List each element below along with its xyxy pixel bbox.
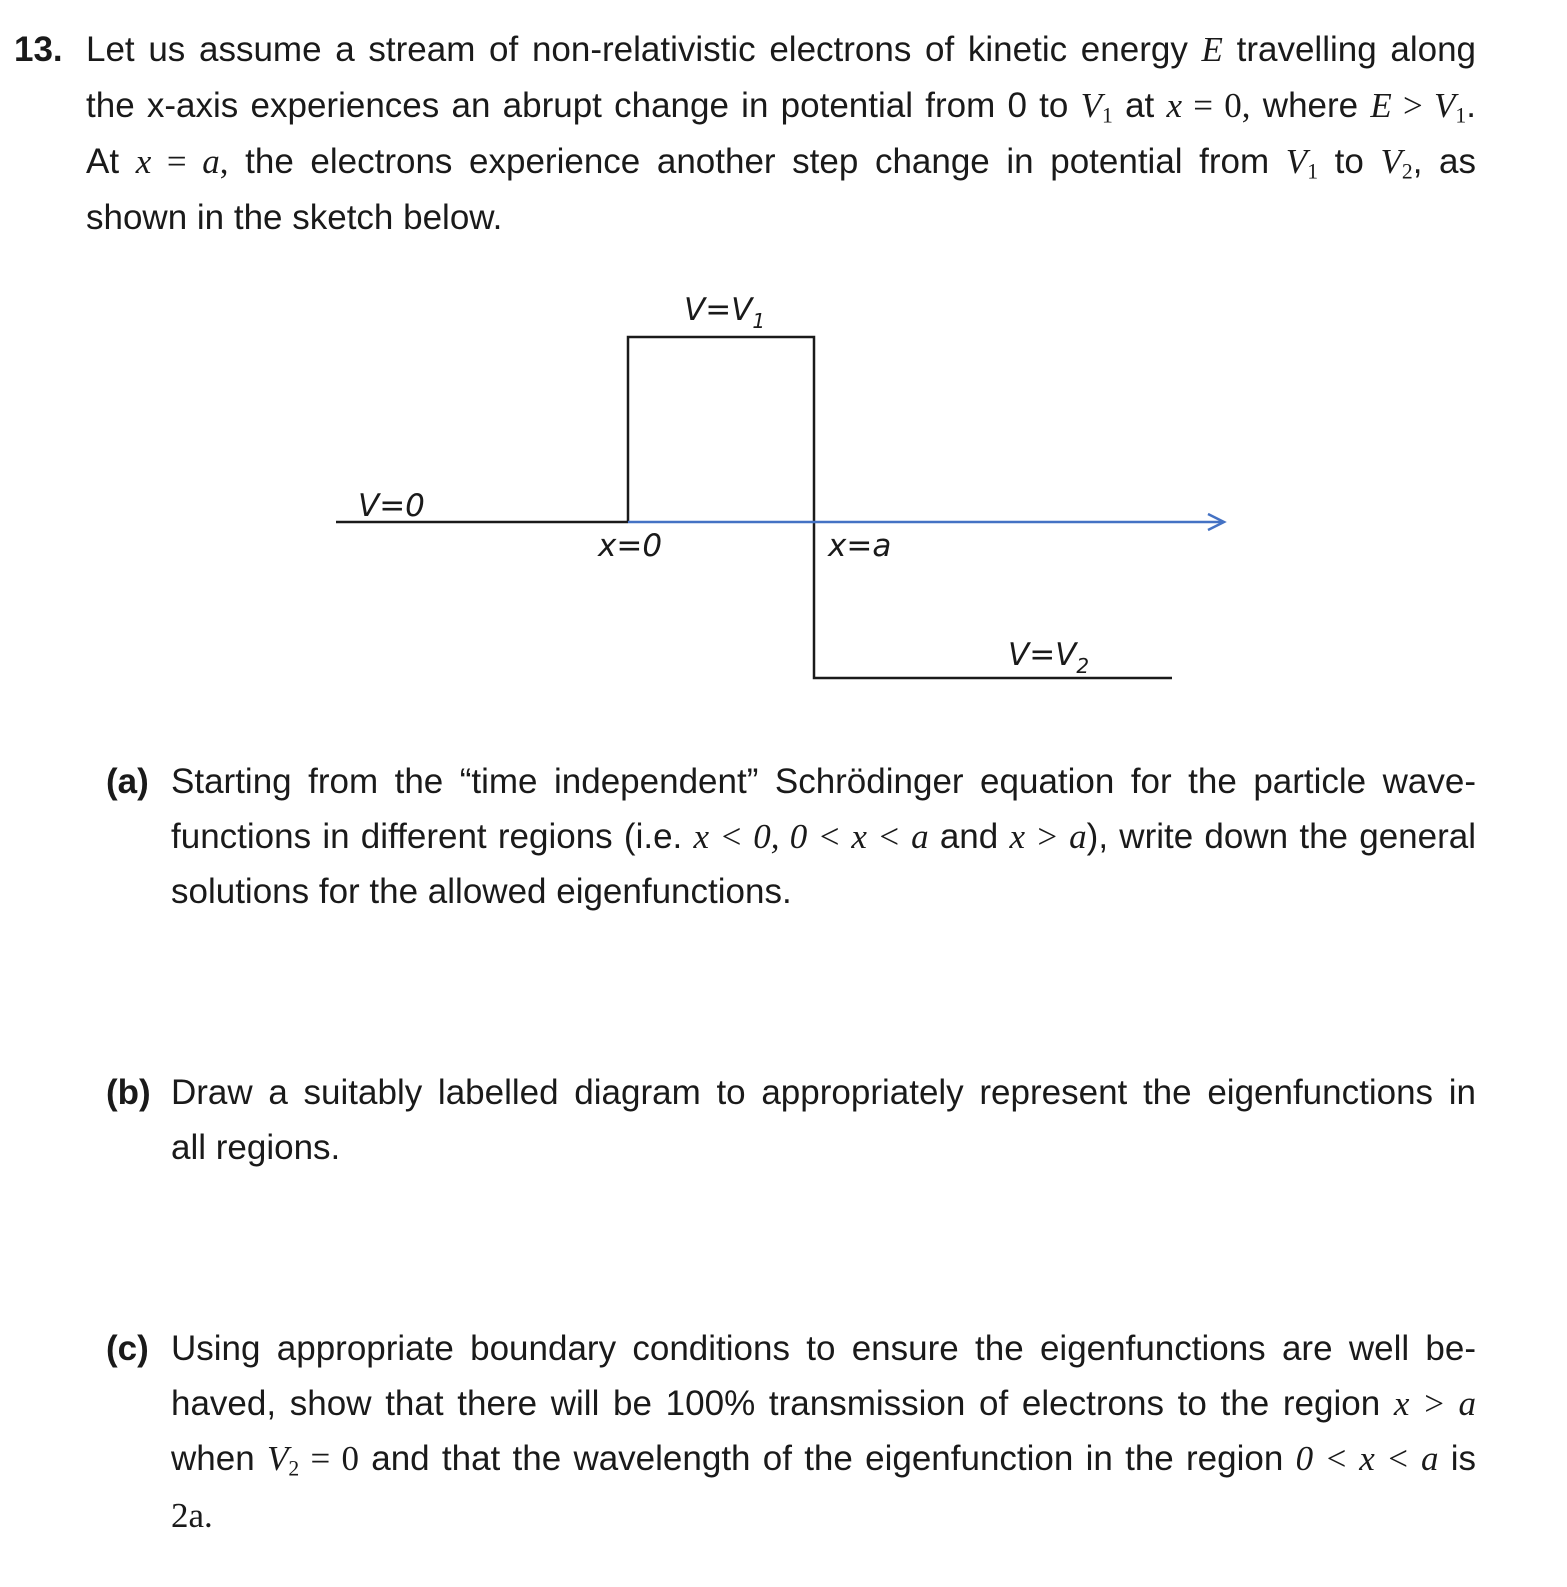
intro-line-3: At x = a, the electrons experience another step change in potential from $V_1$ to $V_2$, as: [86, 142, 1476, 184]
label-v2: $V=V_2$: [1008, 637, 1090, 678]
part-a-line-2: functions in different regions (i.e. x < 0, 0 < x < a and x > a), write down the general: [171, 817, 1477, 856]
part-a-label: (a): [106, 762, 149, 801]
label-v0: V=0: [358, 488, 425, 524]
label-xa: x=a: [828, 528, 892, 564]
question-number: 13.: [14, 30, 63, 69]
part-a-line-3: solutions for the allowed eigenfunctions.: [171, 872, 792, 911]
label-v1: $V=V_1$: [684, 292, 766, 333]
part-a-line-1: Starting from the “time independent” Schrödinger equation for the particle wave-: [171, 762, 1476, 801]
label-x0: x=0: [598, 528, 663, 564]
part-c-line-2: haved, show that there will be 100% transmission of electrons to the region x > a: [171, 1384, 1476, 1423]
barrier-outline: [628, 337, 1172, 678]
part-b-line-1: Draw a suitably labelled diagram to appropriately represent the eigenfunctions in: [171, 1073, 1476, 1112]
part-b-line-2: all regions.: [171, 1128, 341, 1167]
part-c-line-1: Using appropriate boundary conditions to ensure the eigenfunctions are well be-: [171, 1329, 1476, 1368]
part-c-label: (c): [106, 1329, 149, 1368]
part-c-line-4: 2a.: [171, 1496, 213, 1535]
intro-line-4: shown in the sketch below.: [86, 198, 503, 237]
intro-line-2: the x-axis experiences an abrupt change in potential from 0 to $V_1$ at x = 0, where $E > V_1$.: [86, 86, 1476, 128]
part-c-line-3: when $V_2 = 0$ and that the wavelength of the eigenfunction in the region 0 < x < a is: [171, 1439, 1477, 1481]
intro-line-1: Let us assume a stream of non-relativistic electrons of kinetic energy E travelling along: [86, 30, 1477, 69]
part-b-label: (b): [106, 1073, 151, 1112]
potential-step-diagram: [0, 280, 1567, 700]
